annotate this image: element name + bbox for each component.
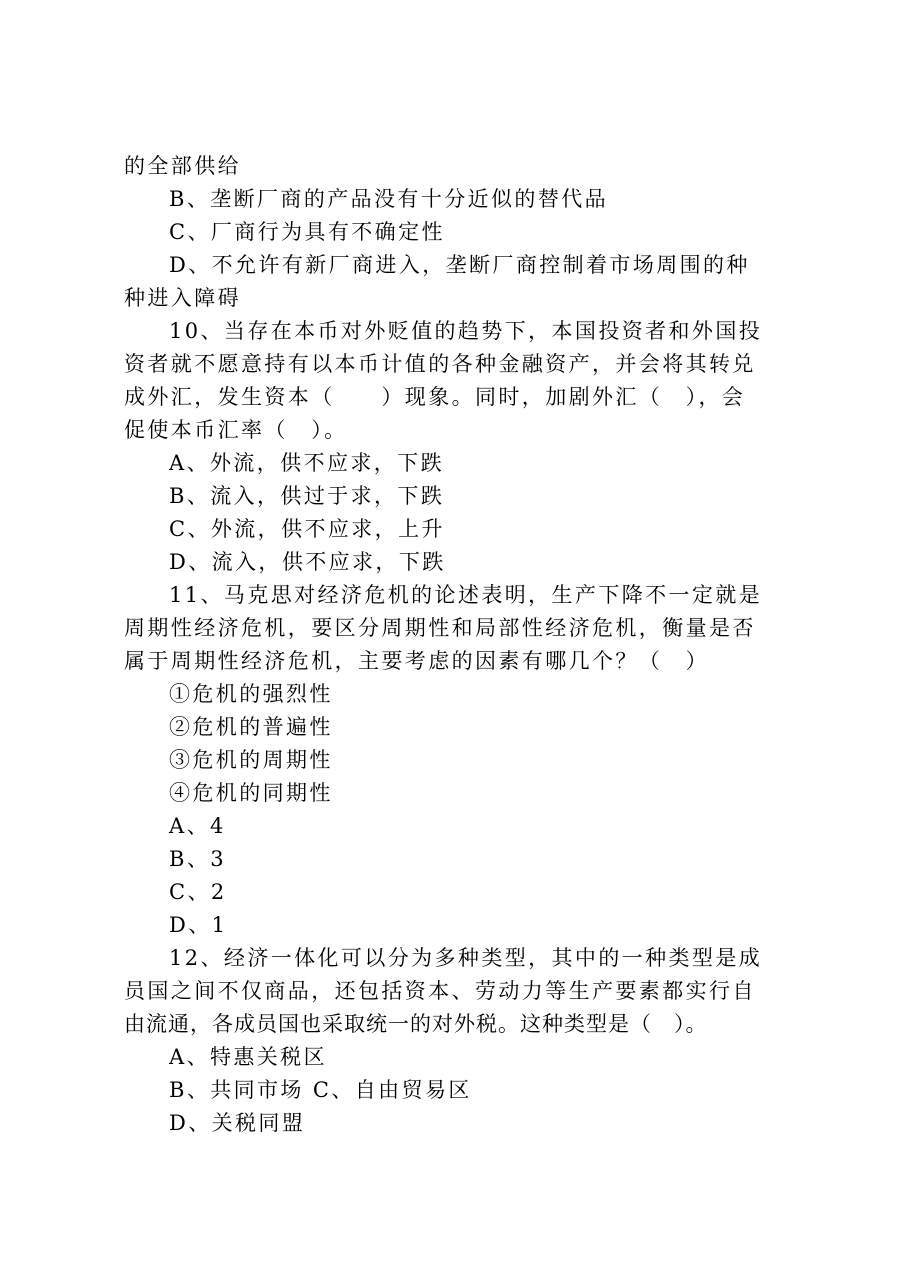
criterion-item: ②危机的普遍性 xyxy=(169,715,333,739)
question-11-text: 属于周期性经济危机，主要考虑的因素有哪几个？（ ） xyxy=(124,649,709,673)
option-c: C、外流，供不应求，上升 xyxy=(169,517,445,541)
text-line: 的全部供给 xyxy=(124,154,241,178)
option-c: C、2 xyxy=(169,880,227,904)
question-11-text: 周期性经济危机，要区分周期性和局部性经济危机，衡量是否 xyxy=(124,616,756,640)
option-b: B、垄断厂商的产品没有十分近似的替代品 xyxy=(169,187,609,211)
question-12: 12、经济一体化可以分为多种类型，其中的一种类型是成 xyxy=(169,946,763,970)
option-b: B、3 xyxy=(169,847,226,871)
option-d: D、不允许有新厂商进入，垄断厂商控制着市场周围的种 xyxy=(169,253,750,277)
option-b-c: B、共同市场 C、自由贸易区 xyxy=(169,1078,472,1102)
option-a: A、4 xyxy=(169,814,226,838)
option-b: B、流入，供过于求，下跌 xyxy=(169,484,445,508)
question-10-text: 成外汇，发生资本（ ）现象。同时，加剧外汇（ ），会 xyxy=(124,385,746,409)
option-a: A、外流，供不应求，下跌 xyxy=(169,451,444,475)
text-line: 种进入障碍 xyxy=(124,286,241,310)
document-body xyxy=(124,150,804,1140)
criterion-item: ①危机的强烈性 xyxy=(169,682,333,706)
question-10: 10、当存在本币对外贬值的趋势下，本国投资者和外国投 xyxy=(169,319,763,343)
option-a: A、特惠关税区 xyxy=(169,1045,327,1069)
criterion-item: ④危机的同期性 xyxy=(169,781,333,805)
question-12-text: 由流通，各成员国也采取统一的对外税。这种类型是（ ）。 xyxy=(124,1012,708,1036)
question-12-text: 员国之间不仅商品，还包括资本、劳动力等生产要素都实行自 xyxy=(124,979,756,1003)
criterion-item: ③危机的周期性 xyxy=(169,748,333,772)
option-c: C、厂商行为具有不确定性 xyxy=(169,220,445,244)
option-d: D、1 xyxy=(169,913,228,937)
question-11: 11、马克思对经济危机的论述表明，生产下降不一定就是 xyxy=(169,583,763,607)
option-d: D、关税同盟 xyxy=(169,1111,306,1135)
question-10-text: 资者就不愿意持有以本币计值的各种金融资产，并会将其转兑 xyxy=(124,352,756,376)
question-10-text: 促使本币汇率（ ）。 xyxy=(124,418,348,442)
option-d: D、流入，供不应求，下跌 xyxy=(169,550,446,574)
